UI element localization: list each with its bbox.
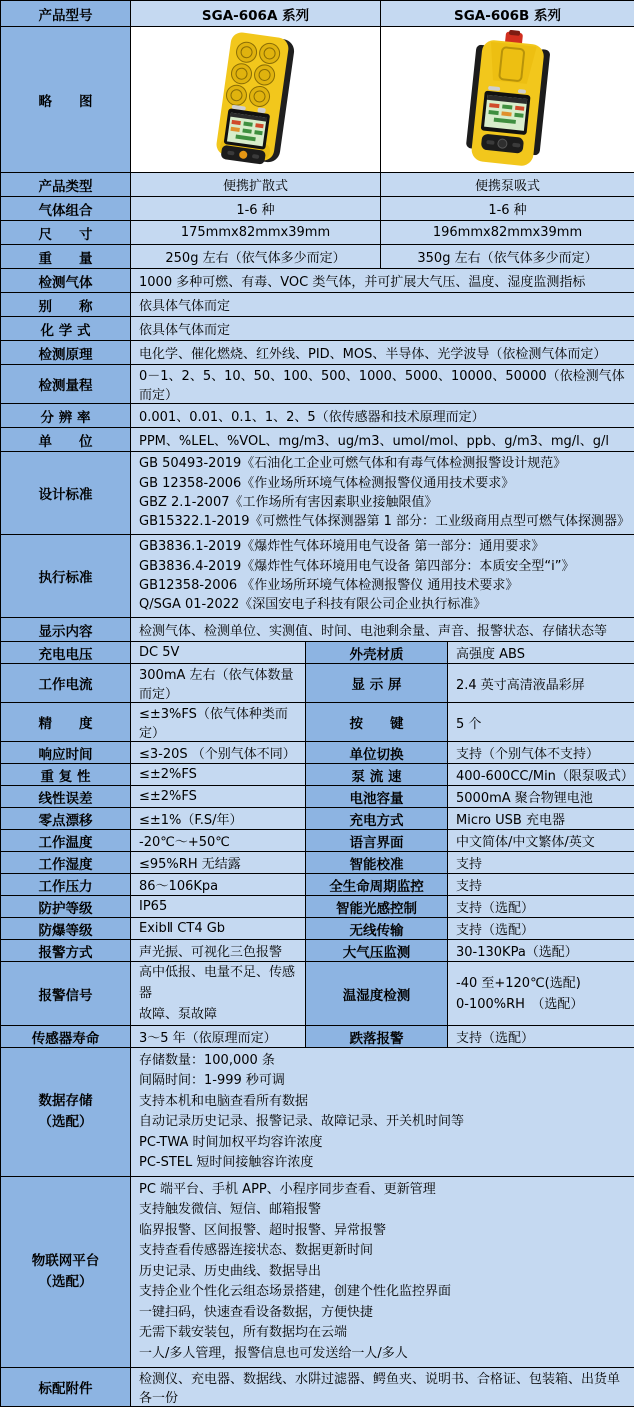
feature-line: 一人/多人管理，报警信息也可发送给一人/多人 — [139, 1344, 630, 1365]
row-value: IP65 — [131, 896, 306, 918]
value-b: 350g 左右（依气体多少而定） — [381, 245, 634, 269]
row-label: 语言界面 — [306, 830, 448, 852]
row-label: 泵 流 速 — [306, 764, 448, 786]
table-row — [1, 173, 634, 197]
temp-humidity-value — [448, 962, 634, 1026]
row-value: 0.001、0.01、0.1、1、2、5（依传感器和技术原理而定） — [131, 404, 634, 428]
row-label: 检测原理 — [1, 341, 131, 365]
row-value: ≤±2%FS — [131, 786, 306, 808]
table-row — [1, 808, 634, 830]
row-label: 显示内容 — [1, 618, 131, 642]
row-value: 2.4 英寸高清液晶彩屏 — [448, 664, 634, 703]
table-row — [1, 703, 634, 742]
row-value: 电化学、催化燃烧、红外线、PID、MOS、半导体、光学波导（依检测气体而定） — [131, 341, 634, 365]
label-line: （选配） — [1, 1112, 130, 1133]
table-row — [1, 452, 634, 535]
row-value: ≤3-20S （个别气体不同） — [131, 742, 306, 764]
data-storage-list — [131, 1048, 634, 1177]
table-row — [1, 1, 634, 27]
table-row — [1, 664, 634, 703]
row-label-accessories: 标配附件 — [1, 1368, 131, 1407]
row-label: 防护等级 — [1, 896, 131, 918]
label-line: 物联网平台 — [1, 1251, 130, 1272]
feature-line: PC-STEL 短时间接触容许浓度 — [139, 1153, 630, 1174]
row-label: 充电电压 — [1, 642, 131, 664]
iot-feature-list — [131, 1177, 634, 1368]
row-label: 工作湿度 — [1, 852, 131, 874]
row-value: ≤±1%（F.S/年） — [131, 808, 306, 830]
feature-line: 存储数量：100,000 条 — [139, 1051, 630, 1072]
value-line: -40 至+120℃(选配) — [456, 973, 630, 994]
value-line: 0-100%RH （选配） — [456, 994, 630, 1015]
row-label: 工作温度 — [1, 830, 131, 852]
row-label: 智能光感控制 — [306, 896, 448, 918]
row-label: 精 度 — [1, 703, 131, 742]
table-row — [1, 428, 634, 452]
row-label: 显 示 屏 — [306, 664, 448, 703]
standard-line: GB3836.1-2019《爆炸性气体环境用电气设备 第一部分：通用要求》 — [139, 537, 630, 556]
row-value: 5 个 — [448, 703, 634, 742]
label-line: （选配） — [1, 1272, 130, 1293]
row-label: 零点漂移 — [1, 808, 131, 830]
table-row — [1, 896, 634, 918]
row-label-iot-platform — [1, 1177, 131, 1368]
row-value: 3～5 年（依原理而定） — [131, 1026, 306, 1048]
row-label: 防爆等级 — [1, 918, 131, 940]
row-value: 支持（选配） — [448, 1026, 634, 1048]
row-value: ExibⅡ CT4 Gb — [131, 918, 306, 940]
row-value: 支持 — [448, 852, 634, 874]
model-b-header: SGA-606B 系列 — [381, 1, 634, 27]
row-label: 工作压力 — [1, 874, 131, 896]
table-row — [1, 1026, 634, 1048]
feature-line: 支持查看传感器连接状态、数据更新时间 — [139, 1241, 630, 1262]
table-row — [1, 918, 634, 940]
row-label: 检测量程 — [1, 365, 131, 404]
feature-line: 间隔时间：1-999 秒可调 — [139, 1071, 630, 1092]
row-label: 重 量 — [1, 245, 131, 269]
standard-line: GB15322.1-2019《可燃性气体探测器第 1 部分：工业级商用点型可燃气体探测器》 — [139, 512, 630, 531]
value-line: 故障、泵故障 — [139, 1004, 301, 1025]
value-b: 便携泵吸式 — [381, 173, 634, 197]
row-label-data-storage — [1, 1048, 131, 1177]
table-row — [1, 269, 634, 293]
row-value: 1000 多种可燃、有毒、VOC 类气体，并可扩展大气压、温度、湿度监测指标 — [131, 269, 634, 293]
value-a: 250g 左右（依气体多少而定） — [131, 245, 381, 269]
row-label: 单 位 — [1, 428, 131, 452]
feature-line: 历史记录、历史曲线、数据导出 — [139, 1262, 630, 1283]
row-label: 分 辨 率 — [1, 404, 131, 428]
device-b-cell — [381, 27, 634, 173]
row-value: 支持（选配） — [448, 896, 634, 918]
table-row — [1, 317, 634, 341]
standard-line: GB 50493-2019《石油化工企业可燃气体和有毒气体检测报警设计规范》 — [139, 454, 630, 473]
table-row — [1, 940, 634, 962]
table-row — [1, 742, 634, 764]
feature-line: 支持企业个性化云组态场景搭建，创建个性化监控界面 — [139, 1282, 630, 1303]
feature-line: 支持触发微信、短信、邮箱报警 — [139, 1200, 630, 1221]
row-value: 声光振、可视化三色报警 — [131, 940, 306, 962]
row-label: 检测气体 — [1, 269, 131, 293]
row-value: 支持（选配） — [448, 918, 634, 940]
alarm-signal-value — [131, 962, 306, 1026]
row-label-temp-humidity: 温湿度检测 — [306, 962, 448, 1026]
row-label: 充电方式 — [306, 808, 448, 830]
value-b: 196mmx82mmx39mm — [381, 221, 634, 245]
device-a-cell — [131, 27, 381, 173]
row-label: 电池容量 — [306, 786, 448, 808]
feature-line: 支持本机和电脑查看所有数据 — [139, 1092, 630, 1113]
model-a-header: SGA-606A 系列 — [131, 1, 381, 27]
feature-line: PC 端平台、手机 APP、小程序同步查看、更新管理 — [139, 1180, 630, 1201]
table-row — [1, 27, 634, 173]
table-row — [1, 1368, 634, 1407]
row-label: 智能校准 — [306, 852, 448, 874]
table-row — [1, 962, 634, 1026]
value-line: 高中低报、电量不足、传感器 — [139, 962, 301, 1004]
row-value: 400-600CC/Min（限泵吸式） — [448, 764, 634, 786]
row-label: 传感器寿命 — [1, 1026, 131, 1048]
table-row — [1, 830, 634, 852]
standard-line: Q/SGA 01-2022《深国安电子科技有限公司企业执行标准》 — [139, 595, 630, 614]
standard-line: GB 12358-2006《作业场所环境气体检测报警仪通用技术要求》 — [139, 474, 630, 493]
accessories-value: 检测仪、充电器、数据线、水阱过滤器、鳄鱼夹、说明书、合格证、包装箱、出货单各一份 — [131, 1368, 634, 1407]
table-row — [1, 245, 634, 269]
row-label: 按 键 — [306, 703, 448, 742]
row-label: 重 复 性 — [1, 764, 131, 786]
exec-standard-list — [131, 535, 634, 618]
row-value: DC 5V — [131, 642, 306, 664]
row-value: 支持（个别气体不支持） — [448, 742, 634, 764]
row-value: 5000mA 聚合物锂电池 — [448, 786, 634, 808]
row-value: 高强度 ABS — [448, 642, 634, 664]
table-row — [1, 197, 634, 221]
value-a: 1-6 种 — [131, 197, 381, 221]
device-b-image — [433, 30, 583, 170]
row-label-product-model: 产品型号 — [1, 1, 131, 27]
table-row — [1, 365, 634, 404]
row-label: 响应时间 — [1, 742, 131, 764]
feature-line: 无需下载安装包，所有数据均在云端 — [139, 1323, 630, 1344]
table-row — [1, 293, 634, 317]
value-b: 1-6 种 — [381, 197, 634, 221]
row-value: 300mA 左右（依气体数量而定） — [131, 664, 306, 703]
row-label: 线性误差 — [1, 786, 131, 808]
row-value: ≤95%RH 无结露 — [131, 852, 306, 874]
row-label: 尺 寸 — [1, 221, 131, 245]
design-standard-list — [131, 452, 634, 535]
feature-line: 临界报警、区间报警、超时报警、异常报警 — [139, 1221, 630, 1242]
row-value: -20℃～+50℃ — [131, 830, 306, 852]
row-value: PPM、%LEL、%VOL、mg/m3、ug/m3、umol/mol、ppb、g/m3、mg/l、g/l — [131, 428, 634, 452]
standard-line: GB12358-2006 《作业场所环境气体检测报警仪 通用技术要求》 — [139, 576, 630, 595]
row-label: 报警方式 — [1, 940, 131, 962]
table-row — [1, 618, 634, 642]
row-value: 检测气体、检测单位、实测值、时间、电池剩余量、声音、报警状态、存储状态等 — [131, 618, 634, 642]
row-label: 大气压监测 — [306, 940, 448, 962]
standard-line: GBZ 2.1-2007《工作场所有害因素职业接触限值》 — [139, 493, 630, 512]
row-value: 依具体气体而定 — [131, 317, 634, 341]
row-label-design-standard: 设计标准 — [1, 452, 131, 535]
row-value: Micro USB 充电器 — [448, 808, 634, 830]
row-label: 化 学 式 — [1, 317, 131, 341]
table-row — [1, 221, 634, 245]
label-line: 数据存储 — [1, 1091, 130, 1112]
value-a: 175mmx82mmx39mm — [131, 221, 381, 245]
table-row — [1, 764, 634, 786]
row-label-sketch: 略 图 — [1, 27, 131, 173]
table-row — [1, 642, 634, 664]
standard-line: GB3836.4-2019《爆炸性气体环境用电气设备 第四部分：本质安全型“i”》 — [139, 557, 630, 576]
row-label: 工作电流 — [1, 664, 131, 703]
row-value: ≤±3%FS（依气体种类而定） — [131, 703, 306, 742]
feature-line: PC-TWA 时间加权平均容许浓度 — [139, 1133, 630, 1154]
table-row — [1, 535, 634, 618]
feature-line: 自动记录历史记录、报警记录、故障记录、开关机时间等 — [139, 1112, 630, 1133]
row-label: 跌落报警 — [306, 1026, 448, 1048]
device-a-image — [181, 30, 331, 170]
row-label: 全生命周期监控 — [306, 874, 448, 896]
row-value: ≤±2%FS — [131, 764, 306, 786]
row-label: 气体组合 — [1, 197, 131, 221]
table-row — [1, 1177, 634, 1368]
value-a: 便携扩散式 — [131, 173, 381, 197]
table-row — [1, 404, 634, 428]
table-row — [1, 852, 634, 874]
row-value: 30-130KPa（选配） — [448, 940, 634, 962]
row-label-alarm-signal: 报警信号 — [1, 962, 131, 1026]
row-label: 外壳材质 — [306, 642, 448, 664]
row-label: 无线传输 — [306, 918, 448, 940]
table-row — [1, 341, 634, 365]
row-value: 86～106Kpa — [131, 874, 306, 896]
table-row — [1, 874, 634, 896]
table-row — [1, 1048, 634, 1177]
table-row — [1, 786, 634, 808]
row-label: 单位切换 — [306, 742, 448, 764]
row-label: 别 称 — [1, 293, 131, 317]
row-label: 产品类型 — [1, 173, 131, 197]
row-value: 支持 — [448, 874, 634, 896]
row-label-exec-standard: 执行标准 — [1, 535, 131, 618]
feature-line: 一键扫码，快速查看设备数据，方便快捷 — [139, 1303, 630, 1324]
row-value: 0－1、2、5、10、50、100、500、1000、5000、10000、50000（依检测气体而定） — [131, 365, 634, 404]
row-value: 依具体气体而定 — [131, 293, 634, 317]
row-value: 中文简体/中文繁体/英文 — [448, 830, 634, 852]
